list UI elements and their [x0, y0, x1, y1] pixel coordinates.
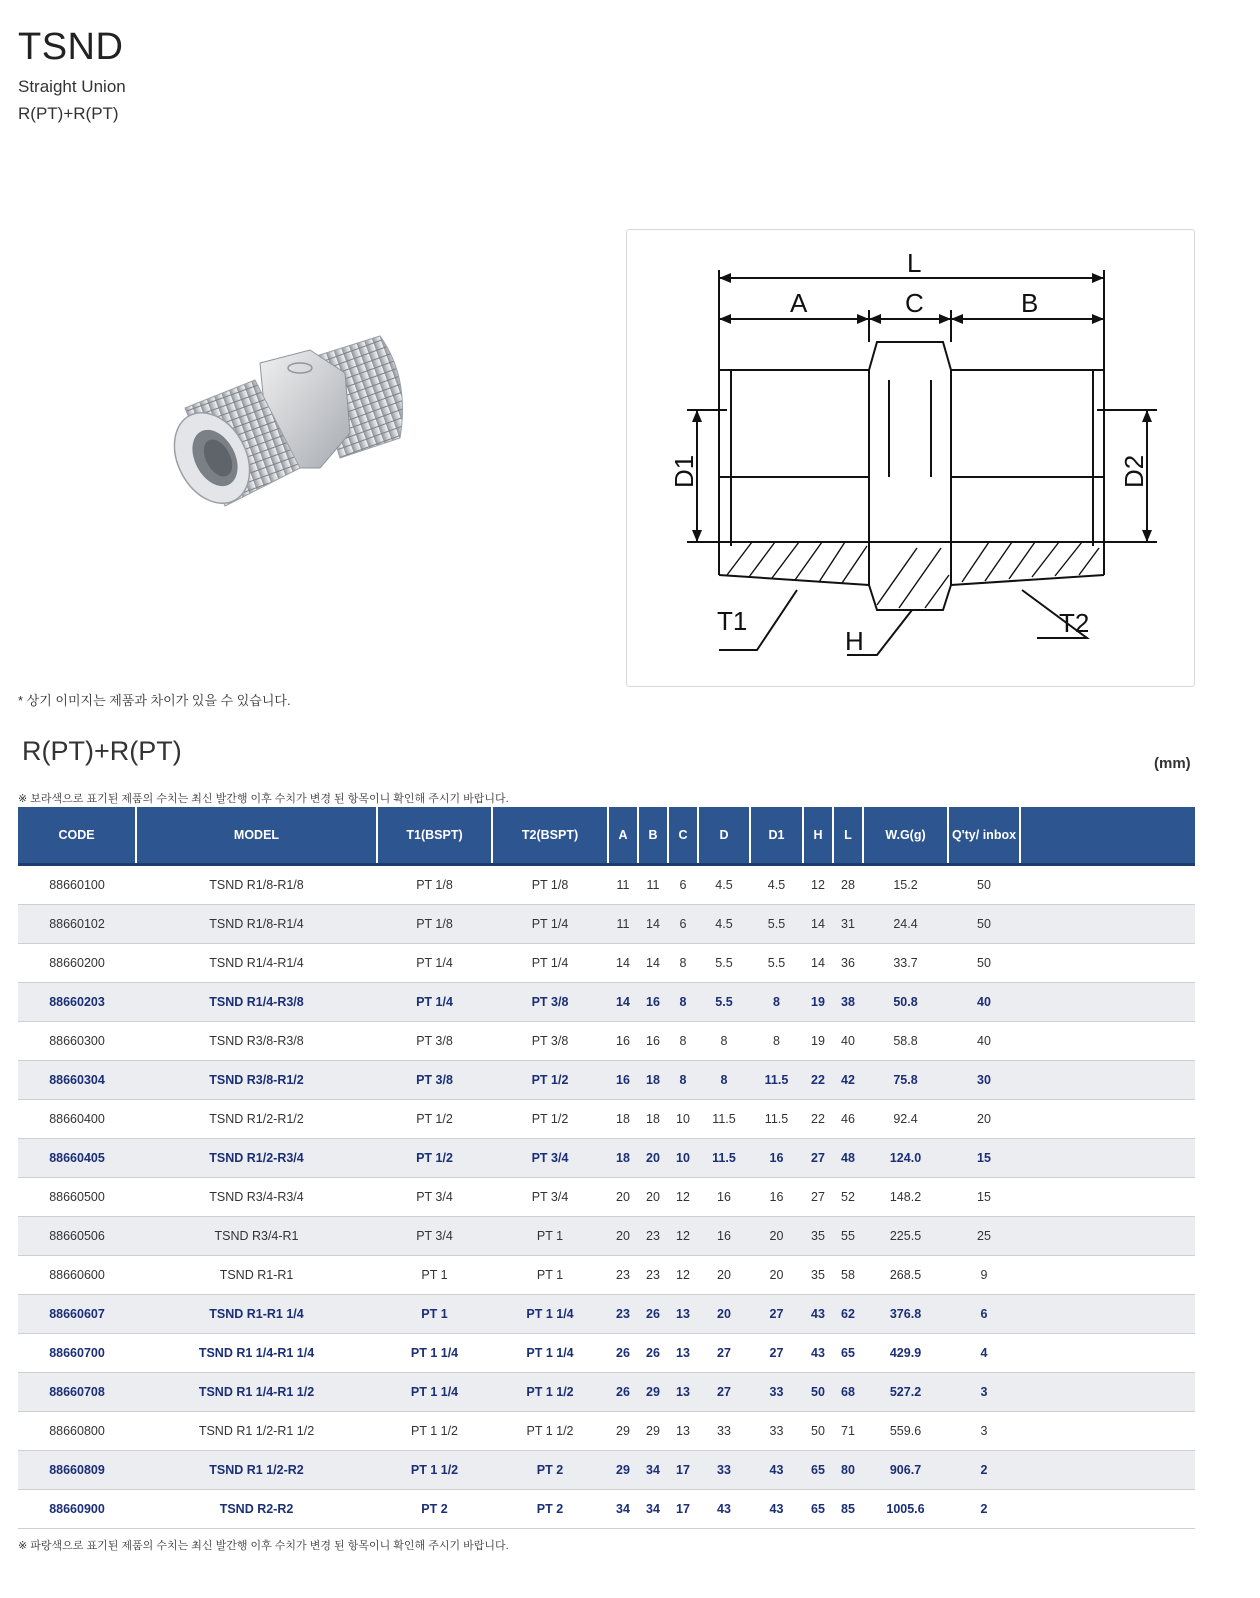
table-cell: PT 1/2	[492, 1061, 608, 1100]
column-header: H	[803, 807, 833, 865]
table-cell-blank	[1020, 1061, 1195, 1100]
table-cell: 4	[948, 1334, 1020, 1373]
table-cell: 27	[698, 1334, 750, 1373]
table-cell: 10	[668, 1100, 698, 1139]
column-header: T1(BSPT)	[377, 807, 492, 865]
table-cell: 19	[803, 1022, 833, 1061]
table-cell: 20	[750, 1256, 803, 1295]
table-cell: 23	[608, 1295, 638, 1334]
table-cell: 13	[668, 1373, 698, 1412]
table-cell: 88660203	[18, 983, 136, 1022]
table-cell: 26	[638, 1295, 668, 1334]
table-cell: 27	[698, 1373, 750, 1412]
table-cell: 5.5	[750, 905, 803, 944]
note-bottom: ※ 파랑색으로 표기된 제품의 수치는 최신 발간행 이후 수치가 변경 된 항목이니 확인해 주시기 바랍니다.	[18, 1540, 509, 1552]
table-cell: PT 1 1/4	[377, 1373, 492, 1412]
table-cell: PT 1 1/4	[492, 1334, 608, 1373]
table-cell: 20	[698, 1295, 750, 1334]
table-row	[18, 1022, 1195, 1061]
table-cell: 88660700	[18, 1334, 136, 1373]
table-cell-blank	[1020, 1100, 1195, 1139]
table-cell: 40	[948, 983, 1020, 1022]
table-cell-blank	[1020, 1256, 1195, 1295]
table-cell: 15	[948, 1139, 1020, 1178]
table-cell: 40	[948, 1022, 1020, 1061]
column-header: D1	[750, 807, 803, 865]
table-cell: 527.2	[863, 1373, 948, 1412]
table-cell: TSND R1/2-R3/4	[136, 1139, 377, 1178]
table-cell: 13	[668, 1334, 698, 1373]
table-cell: TSND R3/8-R1/2	[136, 1061, 377, 1100]
table-cell: 17	[668, 1490, 698, 1529]
table-cell: PT 1 1/2	[492, 1412, 608, 1451]
table-cell: PT 2	[492, 1490, 608, 1529]
table-cell: 38	[833, 983, 863, 1022]
table-cell: 71	[833, 1412, 863, 1451]
table-cell: 31	[833, 905, 863, 944]
table-cell-blank	[1020, 944, 1195, 983]
table-cell: PT 1 1/4	[492, 1295, 608, 1334]
table-cell: 80	[833, 1451, 863, 1490]
table-cell: TSND R1/8-R1/8	[136, 865, 377, 905]
label-B: B	[1021, 288, 1039, 318]
table-cell: 3	[948, 1373, 1020, 1412]
table-row	[18, 1139, 1195, 1178]
table-cell: 13	[668, 1295, 698, 1334]
table-cell: 14	[803, 905, 833, 944]
table-cell: 14	[608, 983, 638, 1022]
table-cell: PT 1	[492, 1217, 608, 1256]
table-row	[18, 983, 1195, 1022]
table-cell: PT 1	[377, 1295, 492, 1334]
table-cell: 19	[803, 983, 833, 1022]
table-cell: PT 1/8	[492, 865, 608, 905]
table-cell: 88660600	[18, 1256, 136, 1295]
table-cell: PT 1	[492, 1256, 608, 1295]
table-cell: 24.4	[863, 905, 948, 944]
table-cell: 34	[638, 1490, 668, 1529]
table-cell-blank	[1020, 1490, 1195, 1529]
table-cell: PT 3/8	[377, 1061, 492, 1100]
spec-table	[18, 807, 1195, 1529]
table-cell: 11	[638, 865, 668, 905]
table-cell: 88660200	[18, 944, 136, 983]
table-cell: 1005.6	[863, 1490, 948, 1529]
table-cell: 8	[668, 944, 698, 983]
product-subtitle: Straight Union	[18, 77, 126, 96]
table-cell-blank	[1020, 1451, 1195, 1490]
table-cell: 4.5	[750, 865, 803, 905]
table-cell: TSND R1-R1	[136, 1256, 377, 1295]
table-cell: 50	[948, 865, 1020, 905]
table-cell: PT 3/8	[492, 983, 608, 1022]
table-cell: 88660300	[18, 1022, 136, 1061]
table-cell: 88660800	[18, 1412, 136, 1451]
table-cell: 33	[750, 1412, 803, 1451]
table-cell: PT 1/4	[377, 944, 492, 983]
column-header: CODE	[18, 807, 136, 865]
table-row	[18, 944, 1195, 983]
table-cell: 12	[668, 1256, 698, 1295]
table-cell: 20	[750, 1217, 803, 1256]
table-cell: 4.5	[698, 905, 750, 944]
table-cell: PT 1/2	[377, 1100, 492, 1139]
table-cell: TSND R1 1/4-R1 1/2	[136, 1373, 377, 1412]
table-cell-blank	[1020, 1022, 1195, 1061]
label-C: C	[905, 288, 924, 318]
table-cell-blank	[1020, 865, 1195, 905]
table-cell: 4.5	[698, 865, 750, 905]
table-cell: PT 1/4	[492, 905, 608, 944]
table-cell-blank	[1020, 983, 1195, 1022]
table-cell-blank	[1020, 1295, 1195, 1334]
table-row	[18, 1256, 1195, 1295]
table-cell: 20	[638, 1178, 668, 1217]
table-cell: 88660708	[18, 1373, 136, 1412]
table-cell: 8	[668, 1061, 698, 1100]
table-cell: PT 1 1/2	[377, 1412, 492, 1451]
table-cell: TSND R1-R1 1/4	[136, 1295, 377, 1334]
table-cell: 15.2	[863, 865, 948, 905]
table-row	[18, 1217, 1195, 1256]
table-cell: 48	[833, 1139, 863, 1178]
table-cell: 35	[803, 1256, 833, 1295]
table-cell: 3	[948, 1412, 1020, 1451]
column-header: W.G(g)	[863, 807, 948, 865]
label-T2: T2	[1059, 608, 1090, 638]
table-cell-blank	[1020, 1373, 1195, 1412]
table-cell: 58	[833, 1256, 863, 1295]
table-cell: 12	[668, 1217, 698, 1256]
table-cell: 148.2	[863, 1178, 948, 1217]
column-header: MODEL	[136, 807, 377, 865]
table-cell: 22	[803, 1100, 833, 1139]
table-cell: 50	[803, 1412, 833, 1451]
table-cell: 12	[668, 1178, 698, 1217]
table-cell: PT 3/4	[377, 1178, 492, 1217]
table-cell: 2	[948, 1490, 1020, 1529]
table-header-row	[18, 807, 1195, 865]
table-cell: 14	[608, 944, 638, 983]
table-cell: 88660400	[18, 1100, 136, 1139]
table-cell: 58.8	[863, 1022, 948, 1061]
table-cell: 16	[698, 1217, 750, 1256]
table-body	[18, 865, 1195, 1529]
table-cell: PT 3/4	[492, 1139, 608, 1178]
table-cell: 6	[668, 865, 698, 905]
table-cell: 16	[608, 1022, 638, 1061]
label-D2: D2	[1119, 454, 1149, 488]
table-cell: TSND R1/2-R1/2	[136, 1100, 377, 1139]
table-cell: 8	[750, 983, 803, 1022]
unit-label: (mm)	[1154, 755, 1191, 772]
table-cell: PT 1/8	[377, 905, 492, 944]
table-row	[18, 1178, 1195, 1217]
table-cell: PT 1/4	[492, 944, 608, 983]
table-cell: 50	[948, 905, 1020, 944]
table-cell: 50	[803, 1373, 833, 1412]
table-cell: 88660607	[18, 1295, 136, 1334]
table-cell: 65	[803, 1490, 833, 1529]
product-photo	[160, 318, 430, 548]
table-row	[18, 905, 1195, 944]
table-cell: 50.8	[863, 983, 948, 1022]
table-cell: 5.5	[698, 944, 750, 983]
table-cell: 62	[833, 1295, 863, 1334]
table-cell: 268.5	[863, 1256, 948, 1295]
table-cell: PT 1/2	[377, 1139, 492, 1178]
table-cell-blank	[1020, 1178, 1195, 1217]
table-cell: 22	[803, 1061, 833, 1100]
table-cell: TSND R1/4-R1/4	[136, 944, 377, 983]
table-cell: 27	[803, 1139, 833, 1178]
table-row	[18, 865, 1195, 905]
table-cell: 8	[750, 1022, 803, 1061]
table-cell: PT 2	[377, 1490, 492, 1529]
table-cell: 26	[608, 1373, 638, 1412]
table-cell: 15	[948, 1178, 1020, 1217]
table-cell: 43	[750, 1490, 803, 1529]
table-cell: TSND R3/8-R3/8	[136, 1022, 377, 1061]
column-header-blank	[1020, 807, 1195, 865]
table-cell: 33.7	[863, 944, 948, 983]
table-cell: 55	[833, 1217, 863, 1256]
table-row	[18, 1490, 1195, 1529]
table-cell: 43	[750, 1451, 803, 1490]
table-row	[18, 1061, 1195, 1100]
table-cell: 18	[638, 1100, 668, 1139]
table-cell: 20	[698, 1256, 750, 1295]
table-cell: TSND R2-R2	[136, 1490, 377, 1529]
table-cell: 33	[698, 1451, 750, 1490]
label-T1: T1	[717, 606, 748, 636]
label-L: L	[907, 248, 922, 278]
table-cell: 559.6	[863, 1412, 948, 1451]
table-row	[18, 1334, 1195, 1373]
table-row	[18, 1295, 1195, 1334]
table-cell: 88660304	[18, 1061, 136, 1100]
table-cell: 429.9	[863, 1334, 948, 1373]
table-cell: 88660100	[18, 865, 136, 905]
section-title: R(PT)+R(PT)	[22, 736, 182, 766]
column-header: T2(BSPT)	[492, 807, 608, 865]
table-cell: 16	[698, 1178, 750, 1217]
table-cell: TSND R1 1/2-R1 1/2	[136, 1412, 377, 1451]
table-cell: 23	[638, 1256, 668, 1295]
table-cell: PT 3/8	[377, 1022, 492, 1061]
table-cell-blank	[1020, 1217, 1195, 1256]
table-cell: 88660506	[18, 1217, 136, 1256]
column-header: C	[668, 807, 698, 865]
table-cell: 8	[698, 1022, 750, 1061]
table-cell-blank	[1020, 1139, 1195, 1178]
table-cell: 20	[608, 1178, 638, 1217]
table-cell: 29	[638, 1373, 668, 1412]
table-cell: 46	[833, 1100, 863, 1139]
table-cell: 88660102	[18, 905, 136, 944]
label-D1: D1	[669, 454, 699, 488]
column-header: A	[608, 807, 638, 865]
table-cell: TSND R1/8-R1/4	[136, 905, 377, 944]
label-H: H	[845, 626, 864, 656]
table-cell: 11	[608, 865, 638, 905]
table-cell: 34	[638, 1451, 668, 1490]
table-cell: PT 1 1/4	[377, 1334, 492, 1373]
table-cell: PT 3/4	[377, 1217, 492, 1256]
table-cell: 35	[803, 1217, 833, 1256]
table-cell: 27	[803, 1178, 833, 1217]
technical-drawing	[626, 229, 1195, 687]
table-cell: 26	[638, 1334, 668, 1373]
table-cell: 43	[803, 1334, 833, 1373]
table-cell: 11.5	[750, 1061, 803, 1100]
table-cell: 33	[750, 1373, 803, 1412]
table-cell: 18	[608, 1139, 638, 1178]
table-cell: 65	[803, 1451, 833, 1490]
label-A: A	[790, 288, 808, 318]
table-cell: 20	[948, 1100, 1020, 1139]
table-cell: TSND R1 1/4-R1 1/4	[136, 1334, 377, 1373]
table-cell: 18	[638, 1061, 668, 1100]
table-cell: 30	[948, 1061, 1020, 1100]
table-cell: 20	[638, 1139, 668, 1178]
table-cell: PT 1/8	[377, 865, 492, 905]
table-row	[18, 1373, 1195, 1412]
table-cell: 27	[750, 1334, 803, 1373]
table-cell: PT 3/4	[492, 1178, 608, 1217]
table-cell-blank	[1020, 1412, 1195, 1451]
table-cell: 20	[608, 1217, 638, 1256]
table-cell: 8	[668, 1022, 698, 1061]
table-cell: 906.7	[863, 1451, 948, 1490]
table-cell: 68	[833, 1373, 863, 1412]
table-cell: TSND R1/4-R3/8	[136, 983, 377, 1022]
table-cell: 11.5	[698, 1139, 750, 1178]
table-cell: 14	[803, 944, 833, 983]
column-header: B	[638, 807, 668, 865]
table-cell: 11.5	[750, 1100, 803, 1139]
table-cell: 40	[833, 1022, 863, 1061]
table-cell: 26	[608, 1334, 638, 1373]
table-cell-blank	[1020, 905, 1195, 944]
table-cell: 8	[698, 1061, 750, 1100]
table-cell: 75.8	[863, 1061, 948, 1100]
column-header: Q'ty/ inbox	[948, 807, 1020, 865]
table-row	[18, 1451, 1195, 1490]
table-cell: 23	[638, 1217, 668, 1256]
table-cell: PT 1	[377, 1256, 492, 1295]
table-cell: 376.8	[863, 1295, 948, 1334]
table-row	[18, 1412, 1195, 1451]
column-header: D	[698, 807, 750, 865]
table-cell: 65	[833, 1334, 863, 1373]
table-cell: 50	[948, 944, 1020, 983]
table-cell: 6	[948, 1295, 1020, 1334]
table-cell: PT 2	[492, 1451, 608, 1490]
table-cell: 225.5	[863, 1217, 948, 1256]
table-cell: 29	[608, 1451, 638, 1490]
table-cell: PT 3/8	[492, 1022, 608, 1061]
table-cell: 13	[668, 1412, 698, 1451]
table-cell: 23	[608, 1256, 638, 1295]
table-cell: PT 1 1/2	[377, 1451, 492, 1490]
table-cell: 8	[668, 983, 698, 1022]
table-cell: 9	[948, 1256, 1020, 1295]
table-cell: 124.0	[863, 1139, 948, 1178]
table-cell: 18	[608, 1100, 638, 1139]
table-cell: 28	[833, 865, 863, 905]
table-cell: 29	[638, 1412, 668, 1451]
table-cell: 33	[698, 1412, 750, 1451]
table-cell: 88660900	[18, 1490, 136, 1529]
dimension-diagram	[627, 230, 1194, 686]
table-cell: 25	[948, 1217, 1020, 1256]
table-cell: 85	[833, 1490, 863, 1529]
product-title: TSND	[18, 26, 124, 68]
table-cell: 92.4	[863, 1100, 948, 1139]
table-cell-blank	[1020, 1334, 1195, 1373]
column-header: L	[833, 807, 863, 865]
table-cell: 6	[668, 905, 698, 944]
table-cell: 43	[698, 1490, 750, 1529]
table-cell: 16	[608, 1061, 638, 1100]
product-connection: R(PT)+R(PT)	[18, 104, 119, 123]
table-cell: 14	[638, 905, 668, 944]
table-cell: 16	[750, 1178, 803, 1217]
table-cell: 16	[750, 1139, 803, 1178]
table-row	[18, 1100, 1195, 1139]
table-cell: 5.5	[698, 983, 750, 1022]
table-cell: 88660809	[18, 1451, 136, 1490]
table-cell: 29	[608, 1412, 638, 1451]
table-cell: 88660405	[18, 1139, 136, 1178]
table-cell: PT 1 1/2	[492, 1373, 608, 1412]
table-cell: 36	[833, 944, 863, 983]
table-cell: 12	[803, 865, 833, 905]
table-cell: TSND R1 1/2-R2	[136, 1451, 377, 1490]
table-cell: 27	[750, 1295, 803, 1334]
table-cell: 34	[608, 1490, 638, 1529]
table-cell: 42	[833, 1061, 863, 1100]
table-cell: 88660500	[18, 1178, 136, 1217]
table-cell: PT 1/2	[492, 1100, 608, 1139]
table-cell: 11.5	[698, 1100, 750, 1139]
table-cell: 16	[638, 1022, 668, 1061]
table-cell: 11	[608, 905, 638, 944]
table-cell: 10	[668, 1139, 698, 1178]
table-cell: 52	[833, 1178, 863, 1217]
table-cell: 17	[668, 1451, 698, 1490]
table-cell: 2	[948, 1451, 1020, 1490]
note-top: ※ 보라색으로 표기된 제품의 수치는 최신 발간행 이후 수치가 변경 된 항목이니 확인해 주시기 바랍니다.	[18, 793, 509, 805]
table-cell: PT 1/4	[377, 983, 492, 1022]
table-cell: TSND R3/4-R3/4	[136, 1178, 377, 1217]
table-cell: 14	[638, 944, 668, 983]
table-cell: TSND R3/4-R1	[136, 1217, 377, 1256]
image-notice: * 상기 이미지는 제품과 차이가 있을 수 있습니다.	[18, 693, 291, 708]
table-cell: 5.5	[750, 944, 803, 983]
table-cell: 16	[638, 983, 668, 1022]
table-cell: 43	[803, 1295, 833, 1334]
